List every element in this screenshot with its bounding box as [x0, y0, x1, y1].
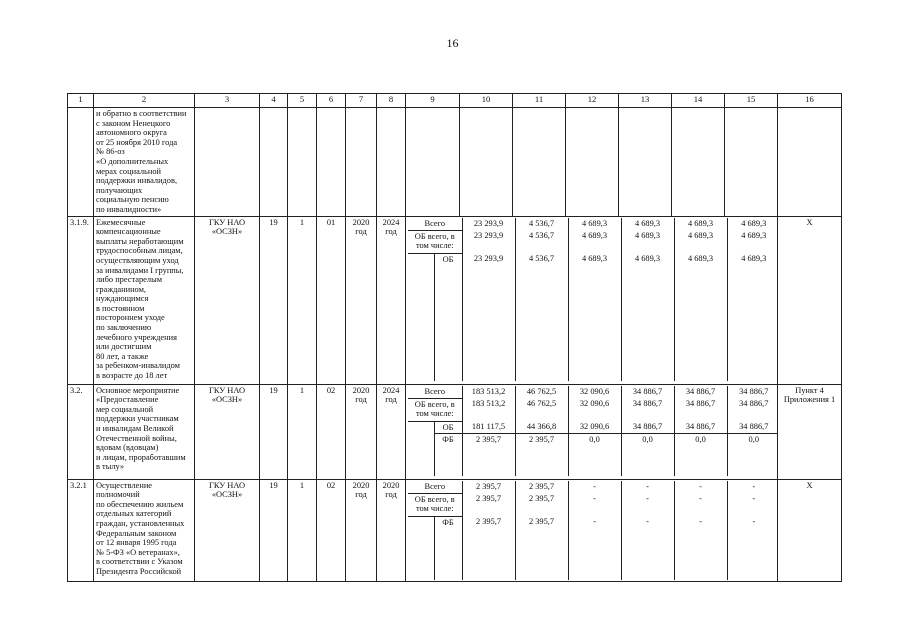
funding-value: 23 293,9 [462, 230, 515, 253]
row-c6: 01 [317, 216, 346, 384]
funding-value: 2 395,7 [462, 434, 515, 476]
row-executor: ГКУ НАО «ОСЗН» [195, 479, 260, 582]
funding-indent [408, 516, 434, 580]
funding-value: 32 090,6 [568, 386, 621, 399]
funding-label: ОБ всего, в том числе: [408, 398, 462, 421]
header-cell: 15 [725, 94, 778, 108]
header-cell: 2 [94, 94, 195, 108]
funding-value: 4 689,3 [727, 253, 777, 381]
funding-value: 4 689,3 [727, 230, 777, 253]
table-row [68, 384, 842, 479]
funding-value: 34 886,7 [621, 398, 674, 421]
empty-cell [566, 108, 619, 217]
funding-value: 4 689,3 [568, 218, 621, 231]
empty-cell [672, 108, 725, 217]
funding-value: 4 689,3 [674, 218, 727, 231]
funding-value: 46 762,5 [515, 398, 568, 421]
empty-cell [317, 108, 346, 217]
empty-cell [195, 108, 260, 217]
funding-line [408, 481, 778, 494]
funding-line [408, 493, 778, 516]
continuation-row [68, 108, 842, 217]
funding-value: 23 293,9 [462, 253, 515, 381]
row-note: Пункт 4 Приложения 1 [778, 384, 842, 479]
funding-value: 4 536,7 [515, 253, 568, 381]
funding-indent [408, 253, 434, 381]
header-cell: 4 [260, 94, 288, 108]
funding-value: 46 762,5 [515, 386, 568, 399]
funding-value: 4 689,3 [674, 253, 727, 381]
funding-indent [408, 434, 434, 476]
row-description: Ежемесячные компенсационные выплаты неработающим трудоспособным лицам, осуществляющим уход за инвалидами I группы, либо престарелым гражданином, нуждающимся в постоянном постороннем уходе по заключению лечебного учреждения или достигшим 80 лет, а также за ребенком-инвалидом в возрасте до 18 лет [94, 216, 195, 384]
header-cell: 5 [288, 94, 317, 108]
funding-value: 23 293,9 [462, 218, 515, 231]
funding-value: - [727, 516, 777, 580]
empty-cell [619, 108, 672, 217]
funding-value: 0,0 [674, 434, 727, 476]
empty-cell [513, 108, 566, 217]
funding-value: - [727, 493, 777, 516]
funding-value: - [621, 516, 674, 580]
row-executor: ГКУ НАО «ОСЗН» [195, 216, 260, 384]
funding-value: 34 886,7 [621, 386, 674, 399]
funding-value: 4 689,3 [568, 253, 621, 381]
row-end: 2024 год [377, 384, 406, 479]
funding-label: ОБ [434, 253, 462, 381]
row-note: Х [778, 479, 842, 582]
empty-cell [377, 108, 406, 217]
funding-value: 34 886,7 [621, 421, 674, 434]
funding-value: 0,0 [727, 434, 777, 476]
row-start: 2020 год [346, 216, 377, 384]
row-c4: 19 [260, 479, 288, 582]
funding-value: 4 689,3 [621, 230, 674, 253]
funding-value: 0,0 [568, 434, 621, 476]
header-cell: 14 [672, 94, 725, 108]
funding-label: Всего [408, 481, 462, 494]
funding-indent [408, 421, 434, 434]
funding-value: 4 689,3 [727, 218, 777, 231]
header-cell: 8 [377, 94, 406, 108]
funding-value: 0,0 [621, 434, 674, 476]
funding-value: 34 886,7 [727, 421, 777, 434]
funding-line [408, 434, 778, 476]
funding-value: 34 886,7 [674, 398, 727, 421]
funding-label: Всего [408, 218, 462, 231]
row-c4: 19 [260, 384, 288, 479]
empty-cell [288, 108, 317, 217]
header-cell: 6 [317, 94, 346, 108]
funding-value: 4 689,3 [674, 230, 727, 253]
funding-label: ОБ всего, в том числе: [408, 230, 462, 253]
funding-value: 34 886,7 [674, 386, 727, 399]
row-c4: 19 [260, 216, 288, 384]
row-note: Х [778, 216, 842, 384]
funding-value: 34 886,7 [727, 398, 777, 421]
funding-value: - [621, 481, 674, 494]
funding-line [408, 398, 778, 421]
header-cell: 9 [406, 94, 460, 108]
header-cell: 3 [195, 94, 260, 108]
funding-value: 4 689,3 [621, 218, 674, 231]
funding-label: ФБ [434, 516, 462, 580]
funding-line [408, 386, 778, 399]
row-c5: 1 [288, 479, 317, 582]
funding-value: 4 689,3 [568, 230, 621, 253]
funding-line [408, 218, 778, 231]
table-row [68, 216, 842, 384]
row-start: 2020 год [346, 479, 377, 582]
funding-value: 2 395,7 [515, 516, 568, 580]
header-cell: 10 [460, 94, 513, 108]
row-code: 3.1.9. [68, 216, 94, 384]
funding-value: 32 090,6 [568, 398, 621, 421]
row-description: Основное мероприятие «Предоставление мер социальной поддержки участникам и инвалидам Великой Отечественной войны, вдовам (вдовцам) и лицам, проработавшим в тылу» [94, 384, 195, 479]
row-code: 3.2.1 [68, 479, 94, 582]
funding-value: 181 117,5 [462, 421, 515, 434]
funding-label: Всего [408, 386, 462, 399]
program-table [67, 93, 842, 582]
header-cell: 12 [566, 94, 619, 108]
row-c5: 1 [288, 216, 317, 384]
funding-value: 2 395,7 [462, 516, 515, 580]
funding-value: 32 090,6 [568, 421, 621, 434]
funding-block [406, 384, 778, 479]
code-cell [68, 108, 94, 217]
empty-cell [725, 108, 778, 217]
funding-value: - [674, 493, 727, 516]
funding-line [408, 421, 778, 434]
funding-value: 2 395,7 [462, 481, 515, 494]
funding-value: - [674, 481, 727, 494]
row-code: 3.2. [68, 384, 94, 479]
funding-label: ОБ [434, 421, 462, 434]
funding-value: 34 886,7 [727, 386, 777, 399]
empty-cell [346, 108, 377, 217]
funding-label: ОБ всего, в том числе: [408, 493, 462, 516]
empty-cell [460, 108, 513, 217]
funding-value: 2 395,7 [515, 493, 568, 516]
funding-value: 183 513,2 [462, 398, 515, 421]
header-cell: 16 [778, 94, 842, 108]
empty-cell [260, 108, 288, 217]
funding-value: - [621, 493, 674, 516]
funding-line [408, 516, 778, 580]
empty-cell [406, 108, 460, 217]
funding-value: 2 395,7 [462, 493, 515, 516]
page-number: 16 [446, 36, 459, 50]
funding-value: 4 536,7 [515, 218, 568, 231]
funding-block [406, 216, 778, 384]
funding-value: 4 689,3 [621, 253, 674, 381]
row-c6: 02 [317, 479, 346, 582]
funding-value: - [568, 516, 621, 580]
funding-value: - [674, 516, 727, 580]
header-cell: 13 [619, 94, 672, 108]
header-cell: 7 [346, 94, 377, 108]
row-executor: ГКУ НАО «ОСЗН» [195, 384, 260, 479]
funding-value: 34 886,7 [674, 421, 727, 434]
header-row [68, 94, 842, 108]
header-cell: 11 [513, 94, 566, 108]
header-cell: 1 [68, 94, 94, 108]
funding-value: - [568, 481, 621, 494]
row-start: 2020 год [346, 384, 377, 479]
funding-line [408, 253, 778, 381]
funding-value: - [568, 493, 621, 516]
row-c5: 1 [288, 384, 317, 479]
row-end: 2020 год [377, 479, 406, 582]
funding-value: 2 395,7 [515, 481, 568, 494]
empty-cell [778, 108, 842, 217]
funding-value: 183 513,2 [462, 386, 515, 399]
row-end: 2024 год [377, 216, 406, 384]
description-cell: и обратно в соответствии с законом Ненецкого автономного округа от 25 ноября 2010 года № 86-оз «О дополнительных мерах социальной поддержки инвалидов, получающих социальную пенсию по инвалидности» [94, 108, 195, 217]
funding-value: 4 536,7 [515, 230, 568, 253]
funding-line [408, 230, 778, 253]
row-c6: 02 [317, 384, 346, 479]
funding-value: 2 395,7 [515, 434, 568, 476]
funding-value: 44 366,8 [515, 421, 568, 434]
row-description: Осуществление полномочий по обеспечению жильем отдельных категорий граждан, установленных Федеральным законом от 12 января 1995 года № 5-ФЗ «О ветеранах», в соответствии с Указом Президента Российской [94, 479, 195, 582]
table-row [68, 479, 842, 582]
funding-value: - [727, 481, 777, 494]
funding-label: ФБ [434, 434, 462, 476]
funding-block [406, 479, 778, 582]
